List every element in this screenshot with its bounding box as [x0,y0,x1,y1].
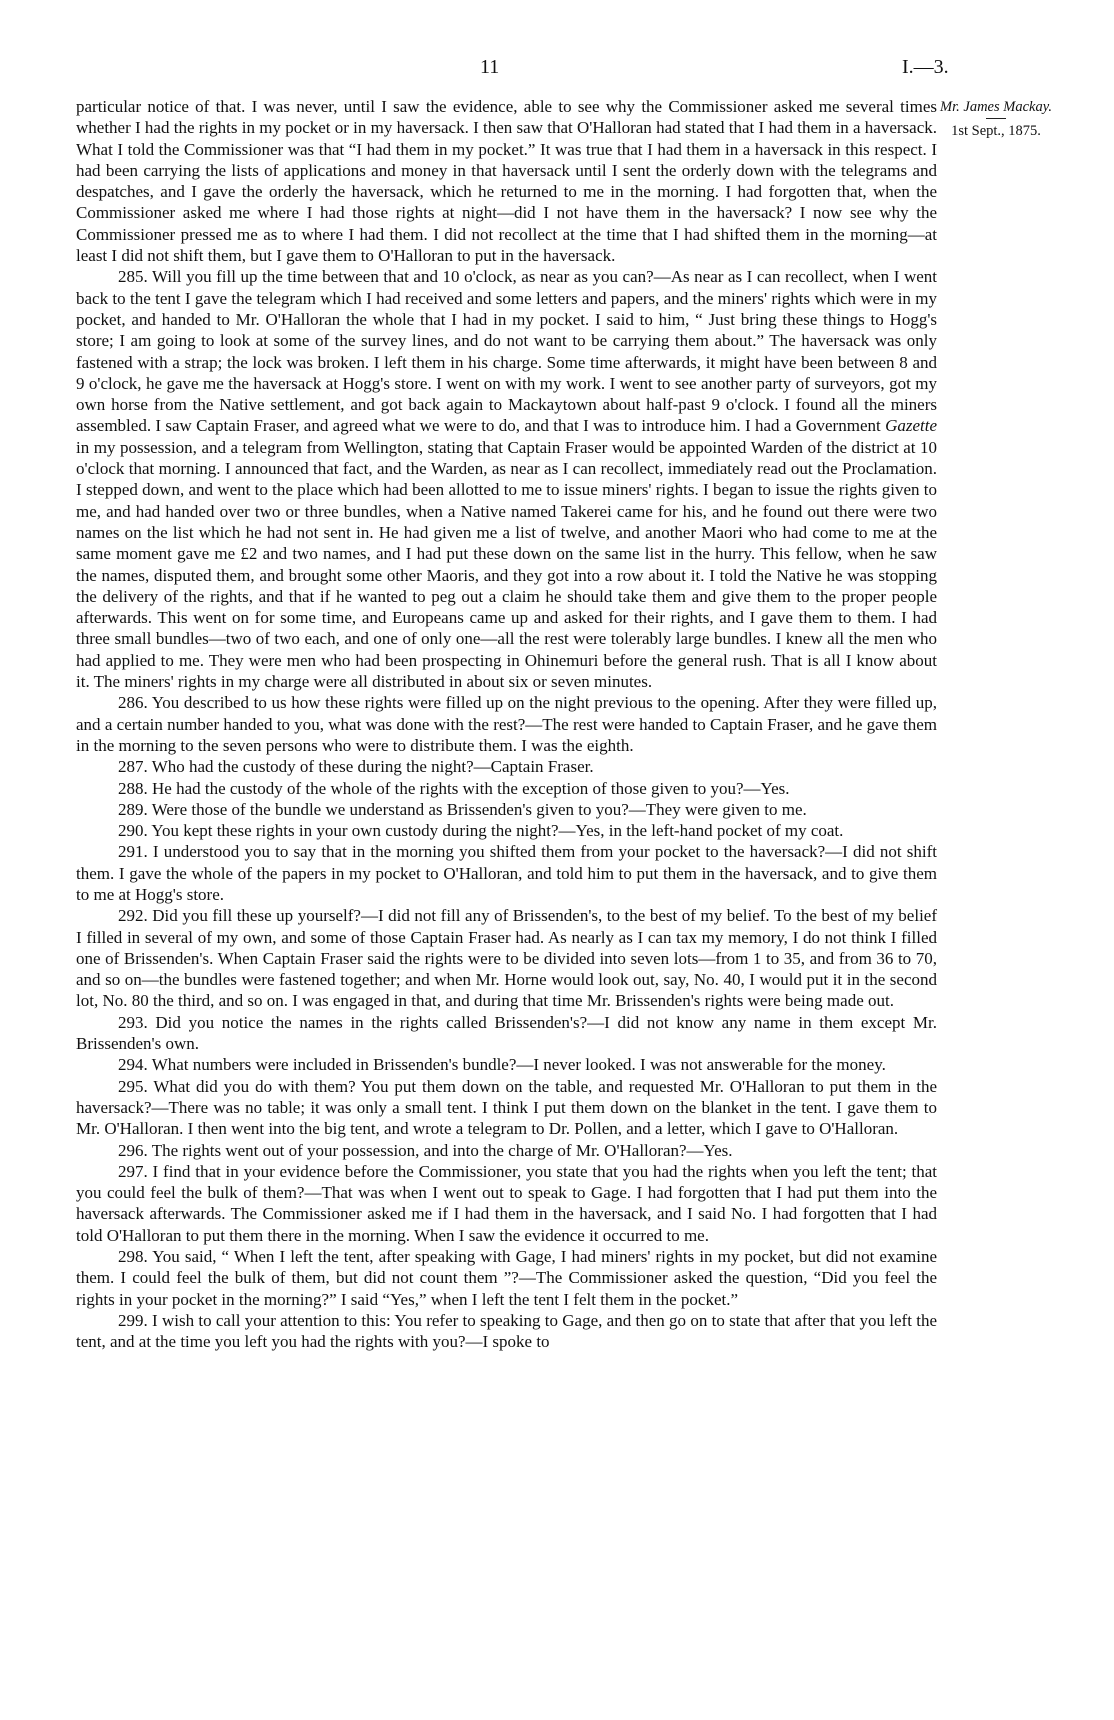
margin-rule [986,118,1006,119]
opening-paragraph: particular notice of that. I was never, until I saw the evidence, able to see why the Commissioner asked me several times whether I had the rights in my pocket or in my haversack. I then saw that O'Halloran had stated that I had them in a haversack. What I told the Commissioner was that “I had them in my pocket.” It was true that I had them in a haversack in this respect. I had been carrying the lists of applications and money in that haversack until I sent the orderly down with the telegrams and despatches, and I gave the orderly the haversack, which he returned to me in the morning. I had forgotten that, when the Commissioner asked me where I had those rights at night—did I not have them in the haversack? I now see why the Commissioner pressed me as to where I had them. I did not recollect at the time that I had shifted them in the morning—at least I did not shift them, but I gave them to O'Halloran to put in the haversack. [76,97,937,266]
question-298: 298. You said, “ When I left the tent, after speaking with Gage, I had miners' rights in my pocket, but did not examine them. I could feel the bulk of them, but did not count them ”?—The Commissioner asked the question, “Did you feel the rights in your pocket in the morning?” I said “Yes,” when I left the tent I felt them in the pocket.” [76,1247,937,1309]
testimony-text [76,96,937,1353]
testimony-date: 1st Sept., 1875. [951,123,1041,139]
question-299: 299. I wish to call your attention to this: You refer to speaking to Gage, and then go on to state that after that you left the tent, and at the time you left you had the rights with you?—I spoke to [76,1310,937,1352]
question-294: 294. What numbers were included in Brissenden's bundle?—I never looked. I was not answerable for the money. [118,1055,886,1075]
page-number: 11 [480,56,500,78]
question-289: 289. Were those of the bundle we understand as Brissenden's given to you?—They were given to me. [118,799,807,819]
question-295: 295. What did you do with them? You put them down on the table, and requested Mr. O'Halloran to put them in the haversack?—There was no table; it was only a small tent. I think I put them down on the blanket in the tent. I gave them to Mr. O'Halloran. I then went into the big tent, and wrote a telegram to Dr. Pollen, and a letter, which I gave to O'Halloran. [76,1076,937,1139]
question-288: 288. He had the custody of the whole of the rights with the exception of those given to you?—Yes. [118,778,790,798]
margin-note [938,98,1054,140]
question-286: 286. You described to us how these rights were filled up on the night previous to the opening. After they were filled up, and a certain number handed to you, what was done with the rest?—The rest were handed to Captain Fraser, and he gave them in the morning to the seven persons who were to distribute them. I was the eighth. [76,693,937,755]
gazette-italic: Gazette [885,416,937,436]
question-297: 297. I find that in your evidence before the Commissioner, you state that you had the rights when you left the tent; that you could feel the bulk of them?—That was when I went out to speak to Gage. I had forgotten that I had put them into the haversack afterwards. The Commissioner asked me if I had them in the haversack, and I said No. I had forgotten that I had told O'Halloran to put them there in the morning. When I saw the evidence it occurred to me. [76,1161,937,1245]
question-292: 292. Did you fill these up yourself?—I did not fill any of Brissenden's, to the best of my belief. To the best of my belief I filled in several of my own, and some of those Captain Fraser had. As nearly as I can tax my memory, I do not think I filled one of Brissenden's. When Captain Fraser said the rights were to be divided into seven lots—from 1 to 35, and from 36 to 70, and so on—the bundles were fastened together; and when Mr. Horne would look out, say, No. 40, I would put it in the second lot, No. 80 the third, and so on. I was engaged in that, and during that time Mr. Brissenden's rights were being made out. [76,906,937,1011]
question-285-part-1: 285. Will you fill up the time between that and 10 o'clock, as near as you can?—As near as I can recollect, when I went back to the tent I gave the telegram which I had received and some letters and papers, and the miners' rights which were in my pocket, and handed to Mr. O'Halloran the whole that I had in my pocket. I said to him, “ Just bring these things to Hogg's store; I am going to look at some of the survey lines, and do not want to be carrying them about.” The haversack was only fastened with a strap; the lock was broken. I left them in his charge. Some time afterwards, it might have been between 8 and 9 o'clock, he gave me the haversack at Hogg's store. I went on with my work. I went to see another party of surveyors, got my own horse from the Native settlement, and got back again to Mackaytown about half-past 9 o'clock. I found all the miners assembled. I saw Captain Fraser, and agreed what we were to do, and that I was to introduce him. I had a Government [76,267,937,436]
question-296: 296. The rights went out of your possession, and into the charge of Mr. O'Halloran?—Yes. [118,1140,733,1160]
question-293: 293. Did you notice the names in the rights called Brissenden's?—I did not know any name in them except Mr. Brissenden's own. [76,1012,937,1054]
question-290: 290. You kept these rights in your own custody during the night?—Yes, in the left-hand pocket of my coat. [118,821,844,841]
question-285 [76,266,937,692]
paper-reference: I.—3. [902,56,949,78]
question-291: 291. I understood you to say that in the morning you shifted them from your pocket to the haversack?—I did not shift them. I gave the whole of the papers in my pocket to O'Halloran, and told him to put them in the haversack, and to give them to me at Hogg's store. [76,842,937,904]
witness-name: Mr. James Mackay. [940,99,1052,115]
question-285-part-2: in my possession, and a telegram from Wellington, stating that Captain Fraser would be appointed Warden of the district at 10 o'clock that morning. I announced that fact, and the Warden, as near as I can recollect, immediately read out the Proclamation. I stepped down, and went to the place which had been allotted to me to issue miners' rights. I began to issue the rights given to me, and had handed over two or three bundles, when a Native named Takerei came for his, and he found out there were two names on the list which he had not sent in. He had given me a list of twelve, and another Maori who had come to me at the same moment gave me £2 and two names, and I had put these down on the same list in the hurry. This fellow, when he saw the names, disputed them, and brought some other Maoris, and they got into a row about it. I told the Native he was stopping the delivery of the rights, and that if he wanted to peg out a claim he should take them and give them to the proper people afterwards. This went on for some time, and Europeans came up and asked for their rights, and I gave them to them. I had three small bundles—two of two each, and one of only one—all the rest were tolerably large bundles. I knew all the men who had applied to me. They were men who had been prospecting in Ohinemuri before the general rush. That is all I know about it. The miners' rights in my charge were all distributed in about six or seven minutes. [76,437,937,692]
question-287: 287. Who had the custody of these during the night?—Captain Fraser. [118,757,594,777]
